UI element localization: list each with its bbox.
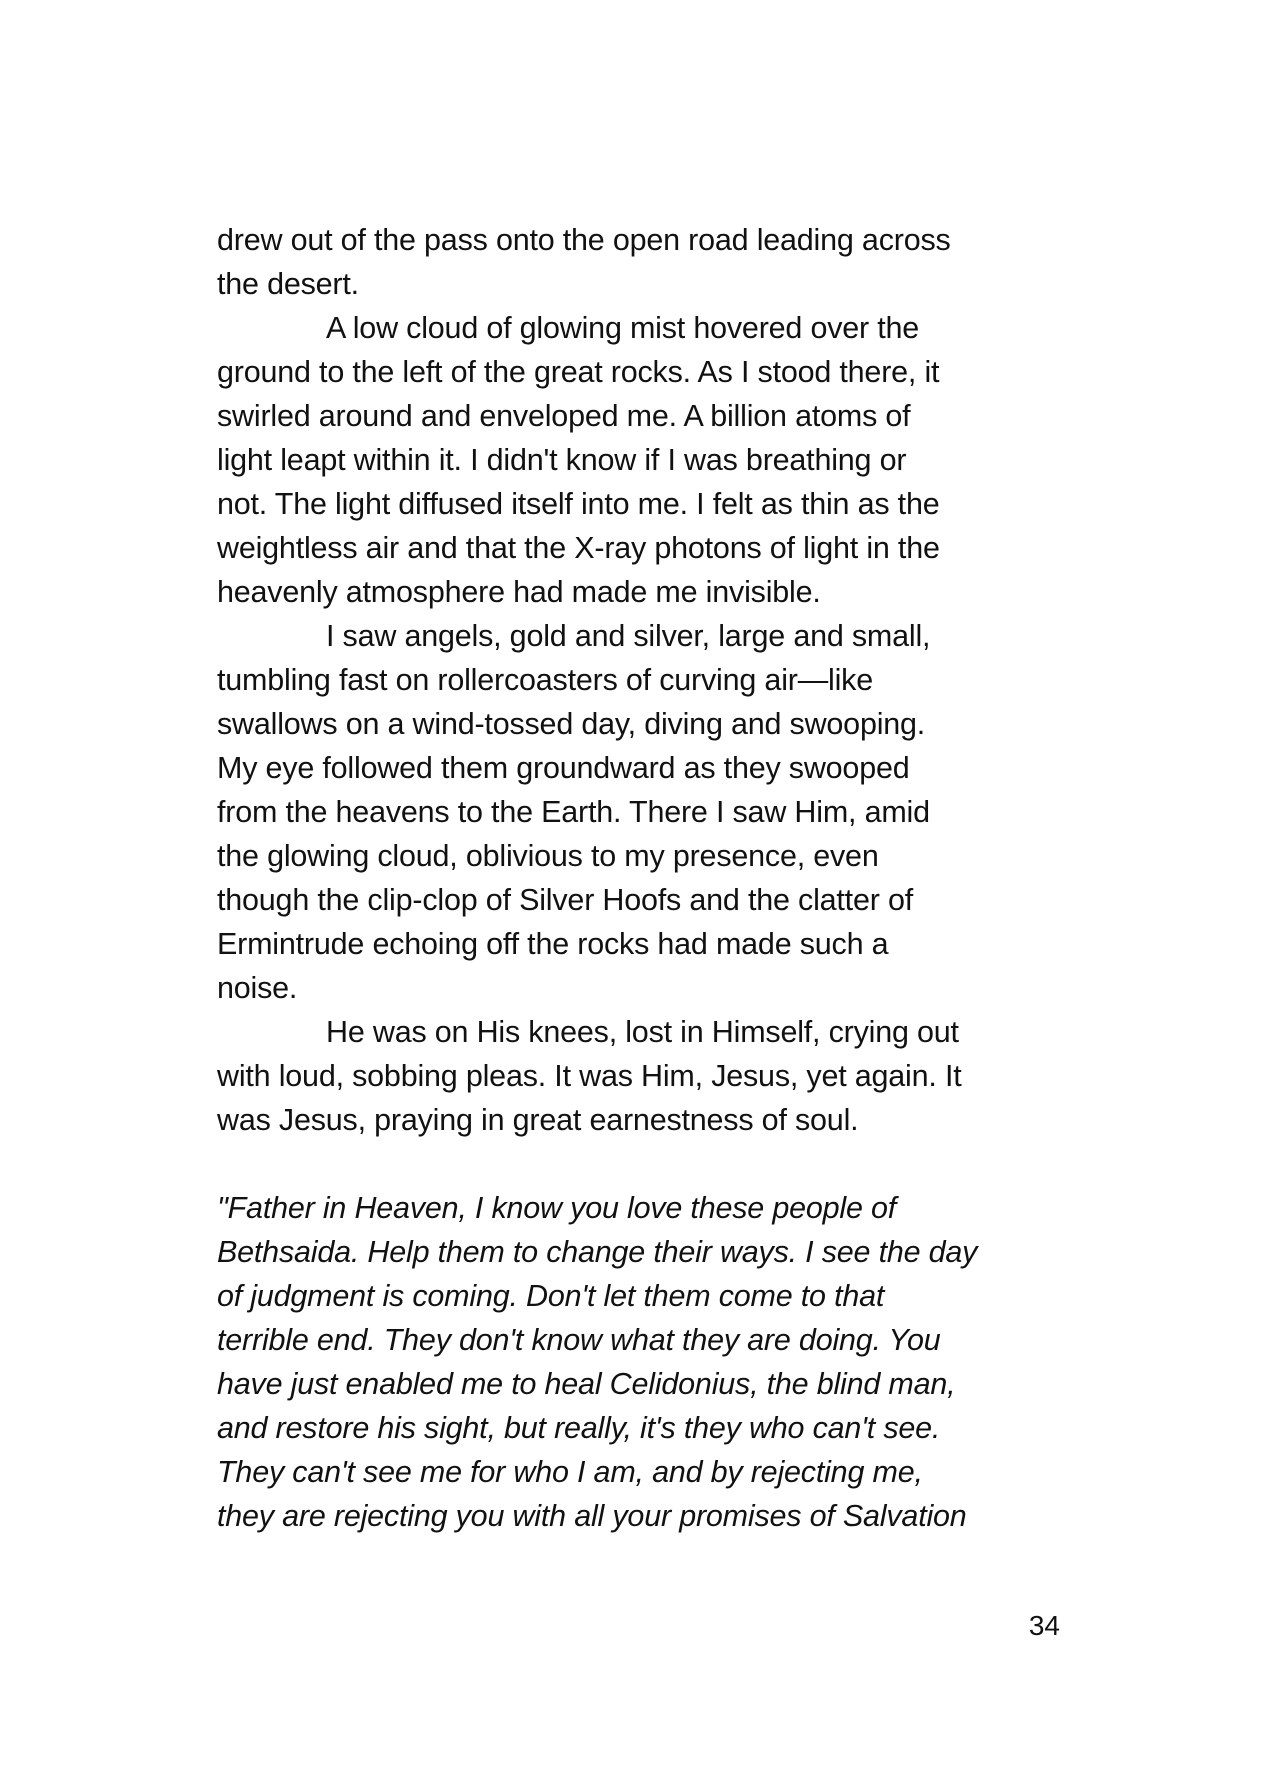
quoted-prayer-line: have just enabled me to heal Celidonius, the blind man, (217, 1367, 956, 1401)
body-text-line: the glowing cloud, oblivious to my presence, even (217, 839, 879, 873)
quoted-prayer-line: Bethsaida. Help them to change their ways. I see the day (217, 1235, 978, 1269)
body-text-line: weightless air and that the X-ray photons of light in the (217, 531, 940, 565)
body-text-line: drew out of the pass onto the open road leading across (217, 223, 951, 257)
body-text-line: was Jesus, praying in great earnestness of soul. (217, 1103, 859, 1137)
body-text-line: Ermintrude echoing off the rocks had made such a (217, 927, 889, 961)
body-text-line: heavenly atmosphere had made me invisible. (217, 575, 821, 609)
body-text-line: My eye followed them groundward as they swooped (217, 751, 910, 785)
body-text-line: the desert. (217, 267, 359, 301)
body-text-line: ground to the left of the great rocks. As I stood there, it (217, 355, 940, 389)
body-text-line: light leapt within it. I didn't know if I was breathing or (217, 443, 907, 477)
body-text-line: from the heavens to the Earth. There I saw Him, amid (217, 795, 930, 829)
paragraph-gap (217, 1142, 1077, 1186)
page-number: 34 (1028, 1610, 1060, 1641)
body-text-line: swirled around and enveloped me. A billion atoms of (217, 399, 911, 433)
body-text (217, 218, 1077, 1538)
body-text-line: tumbling fast on rollercoasters of curving air—like (217, 663, 873, 697)
quoted-prayer-line: They can't see me for who I am, and by rejecting me, (217, 1455, 923, 1489)
body-text-line: swallows on a wind-tossed day, diving and swooping. (217, 707, 926, 741)
body-text-line: He was on His knees, lost in Himself, crying out (326, 1015, 959, 1049)
body-text-line: noise. (217, 971, 298, 1005)
quoted-prayer-line: of judgment is coming. Don't let them come to that (217, 1279, 885, 1313)
body-text-line: I saw angels, gold and silver, large and small, (326, 619, 931, 653)
quoted-prayer-line: terrible end. They don't know what they are doing. You (217, 1323, 941, 1357)
body-text-line: not. The light diffused itself into me. I felt as thin as the (217, 487, 940, 521)
quoted-prayer-line: and restore his sight, but really, it's they who can't see. (217, 1411, 941, 1445)
quoted-prayer-line: they are rejecting you with all your promises of Salvation (217, 1499, 967, 1533)
body-text-line: A low cloud of glowing mist hovered over the (326, 311, 920, 345)
quoted-prayer-line: "Father in Heaven, I know you love these people of (217, 1191, 897, 1225)
body-text-line: with loud, sobbing pleas. It was Him, Jesus, yet again. It (217, 1059, 962, 1093)
body-text-line: though the clip-clop of Silver Hoofs and the clatter of (217, 883, 913, 917)
